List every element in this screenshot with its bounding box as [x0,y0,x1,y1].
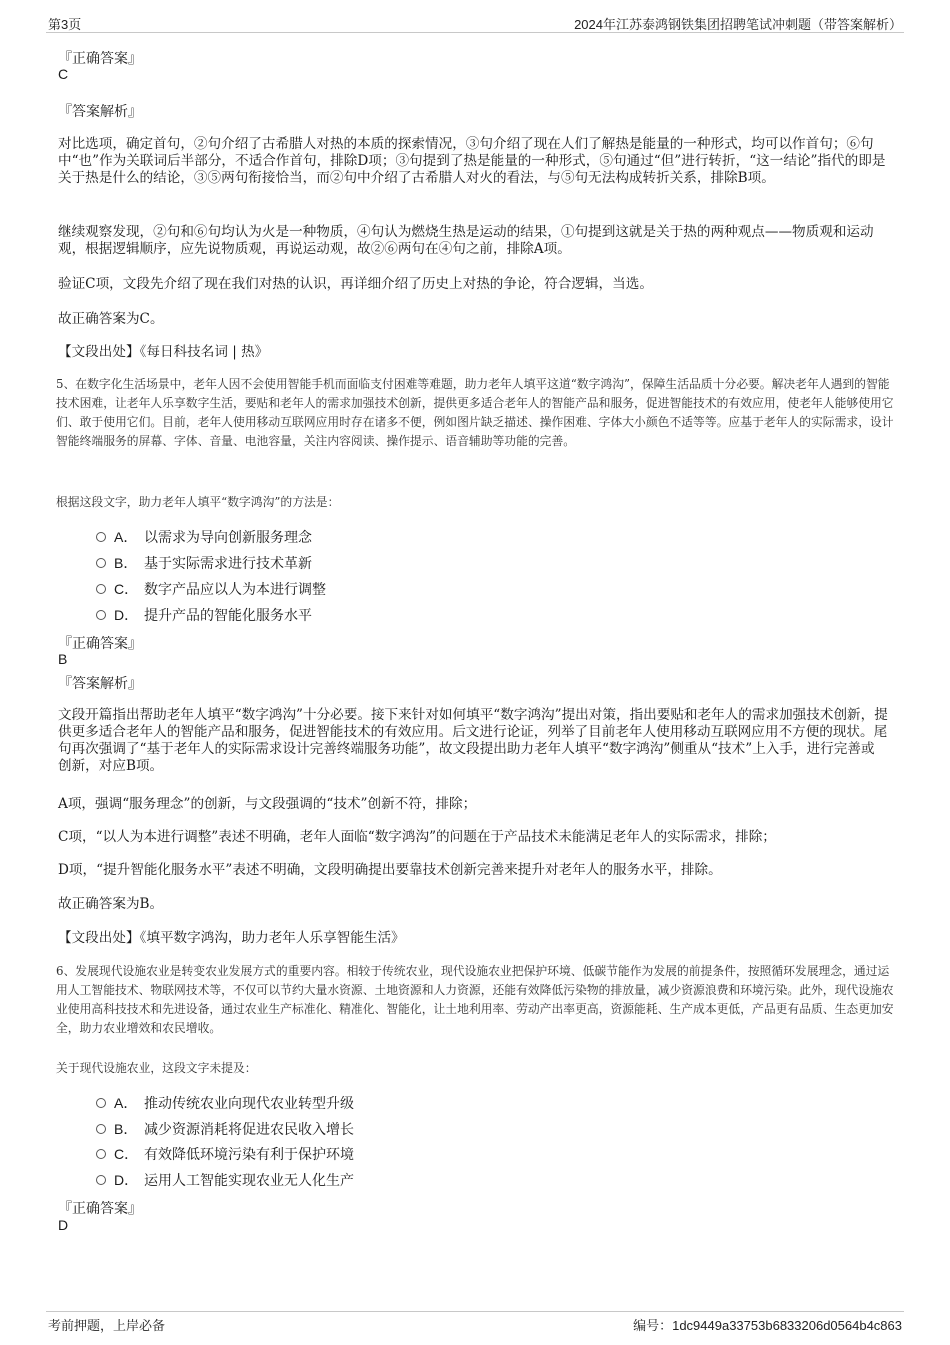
q5-option-b[interactable]: B． 基于实际需求进行技术革新 [96,553,312,571]
radio-icon[interactable] [96,1175,106,1185]
radio-icon[interactable] [96,1124,106,1134]
q5-option-c[interactable]: C． 数字产品应以人为本进行调整 [96,579,326,597]
radio-icon[interactable] [96,1149,106,1159]
radio-icon[interactable] [96,1098,106,1108]
q5-answer: B [58,651,68,667]
q5-stem: 根据这段文字，助力老年人填平“数字鸿沟”的方法是： [56,495,340,509]
q5-conclusion: 故正确答案为B。 [58,896,164,912]
document-title: 2024年江苏泰鸿钢铁集团招聘笔试冲刺题（带答案解析） [574,17,902,32]
page-number: 第3页 [48,17,82,32]
q6-answer-label: 『正确答案』 [58,1201,142,1217]
q6-option-b[interactable]: B． 减少资源消耗将促进农民收入增长 [96,1119,354,1137]
q5-answer-label: 『正确答案』 [58,636,142,652]
q4-analysis-paragraph: 继续观察发现，②句和⑥句均认为火是一种物质，④句认为燃烧生热是运动的结果，①句提到这就是关于热的两种观点——物质观和运动观，根据逻辑顺序，应先说物质观，再说运动观，故②⑥两句在④句之前，排除A项。 [58,224,874,257]
q5-analysis-label: 『答案解析』 [58,676,142,692]
document-id: 编号：1dc9449a33753b6833206d0564b4c863 [633,1318,902,1333]
q5-source: 【文段出处】《填平数字鸿沟，助力老年人乐享智能生活》 [58,930,405,946]
q5-analysis-paragraph: 文段开篇指出帮助老年人填平“数字鸿沟”十分必要。接下来针对如何填平“数字鸿沟”提出对策，指出要贴和老年人的需求加强技术创新，提供更多适合老年人的智能产品和服务，促进智能技术的有效应用。后文进行论证，列举了目前老年人使用移动互联网应用不方便的现状。尾句再次强调了“基于老年人的实际需求设计完善终端服务功能”，故文段提出助力老年人填平“数字鸿沟”侧重从“技术”上入手，进行完善或创新，对应B项。 [58,707,888,774]
q4-conclusion: 故正确答案为C。 [58,311,164,327]
q5-analysis-paragraph: A项，强调“服务理念”的创新，与文段强调的“技术”创新不符，排除； [58,796,477,812]
radio-icon[interactable] [96,610,106,620]
q6-option-a[interactable]: A． 推动传统农业向现代农业转型升级 [96,1093,354,1111]
q4-answer-label: 『正确答案』 [58,51,142,67]
q5-analysis-paragraph: C项，“以人为本进行调整”表述不明确，老年人面临“数字鸿沟”的问题在于产品技术未能满足老年人的实际需求，排除； [58,829,776,845]
radio-icon[interactable] [96,584,106,594]
q5-analysis-paragraph: D项，“提升智能化服务水平”表述不明确，文段明确提出要靠技术创新完善来提升对老年人的服务水平，排除。 [58,862,722,878]
q4-analysis-label: 『答案解析』 [58,104,142,120]
q6-question-text: 6、发展现代设施农业是转变农业发展方式的重要内容。相较于传统农业，现代设施农业把保护环境、低碳节能作为发展的前提条件，按照循环发展理念，通过运用人工智能技术、物联网技术等，不仅可以节约大量水资源、土地资源和人力资源，还能有效降低污染物的排放量，减少资源浪费和环境污染。此外，现代设施农业使用高科技技术和先进设备，通过农业生产标准化、精准化、智能化，让土地利用率、劳动产出率更高，资源能耗、生产成本更低，产品更有品质、生态更加安全，助力农业增效和农民增收。 [56,964,894,1035]
radio-icon[interactable] [96,532,106,542]
page-header [46,12,904,33]
q6-stem: 关于现代设施农业，这段文字未提及： [56,1061,257,1075]
radio-icon[interactable] [96,558,106,568]
q4-answer: C [58,66,69,82]
q4-analysis-paragraph: 对比选项，确定首句，②句介绍了古希腊人对热的本质的探索情况，③句介绍了现在人们了解热是能量的一种形式，均可以作首句；⑥句中“也”作为关联词后半部分，不适合作首句，排除D项；③句提到了热是能量的一种形式，⑤句通过“但”进行转折，“这一结论”指代的即是关于热是什么的结论，③⑤两句衔接恰当，而②句中介绍了古希腊人对火的看法，与⑤句无法构成转折关系，排除B项。 [58,136,886,186]
q6-answer: D [58,1217,69,1233]
page-footer [46,1311,904,1334]
q4-analysis-paragraph: 验证C项，文段先介绍了现在我们对热的认识，再详细介绍了历史上对热的争论，符合逻辑，当选。 [58,276,653,292]
q5-question-text: 5、在数字化生活场景中，老年人因不会使用智能手机而面临支付困难等难题，助力老年人填平这道“数字鸿沟”，保障生活品质十分必要。解决老年人遇到的智能技术困难，让老年人乐享数字生活，要贴和老年人的需求加强技术创新，提供更多适合老年人的智能产品和服务，促进智能技术的有效应用，使老年人能够使用它们、敢于使用它们。目前，老年人使用移动互联网应用时存在诸多不便，例如图片缺乏描述、操作困难、字体大小颜色不适等等。应基于老年人的实际需求，设计智能终端服务的屏幕、字体、音量、电池容量，关注内容阅读、操作提示、语音辅助等功能的完善。 [56,377,894,448]
q6-option-c[interactable]: C． 有效降低环境污染有利于保护环境 [96,1144,354,1162]
q6-option-d[interactable]: D． 运用人工智能实现农业无人化生产 [96,1170,354,1188]
q4-source: 【文段出处】《每日科技名词 | 热》 [58,344,269,360]
footer-slogan: 考前押题，上岸必备 [48,1318,166,1333]
q5-option-d[interactable]: D． 提升产品的智能化服务水平 [96,605,312,623]
q5-option-a[interactable]: A． 以需求为导向创新服务理念 [96,527,312,545]
